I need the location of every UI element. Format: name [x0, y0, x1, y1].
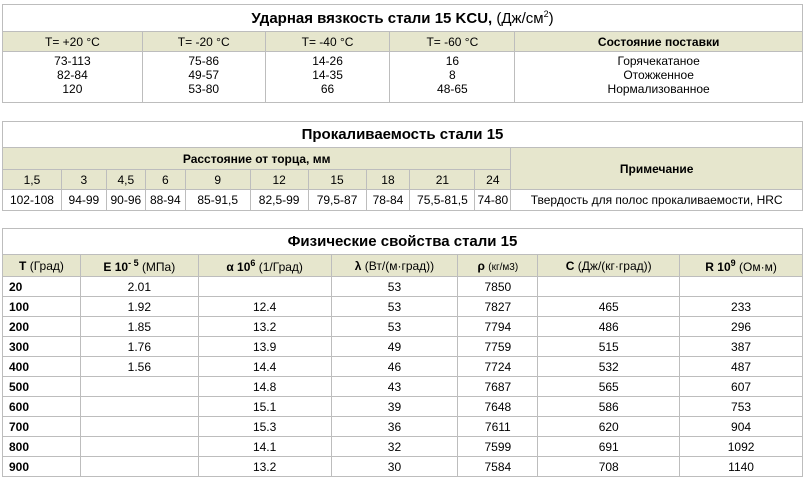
distance-cell: 1,5	[3, 170, 62, 190]
table-row	[3, 337, 803, 357]
modulus-cell	[80, 397, 198, 417]
hardness-cell: 85-91,5	[185, 190, 250, 211]
temperature-cell: 400	[3, 357, 81, 377]
modulus-cell	[80, 457, 198, 477]
expansion-cell: 13.9	[198, 337, 331, 357]
col-header-lambda: λ (Вт/(м·град))	[331, 255, 458, 277]
heat-capacity-cell	[538, 277, 680, 297]
heat-capacity-cell: 586	[538, 397, 680, 417]
expansion-cell: 14.1	[198, 437, 331, 457]
expansion-cell: 14.4	[198, 357, 331, 377]
table-row	[3, 277, 803, 297]
impact-cell: 75-86 49-57 53-80	[142, 52, 265, 103]
temperature-cell: 20	[3, 277, 81, 297]
hardness-cell: 90-96	[106, 190, 145, 211]
conductivity-cell: 46	[331, 357, 458, 377]
conductivity-cell: 30	[331, 457, 458, 477]
temperature-cell: 600	[3, 397, 81, 417]
modulus-cell: 1.85	[80, 317, 198, 337]
heat-capacity-cell: 708	[538, 457, 680, 477]
density-cell: 7794	[458, 317, 538, 337]
modulus-cell: 1.76	[80, 337, 198, 357]
col-header-r: R $10^9$ (Ом·м)	[680, 255, 803, 277]
modulus-cell	[80, 417, 198, 437]
density-cell: 7584	[458, 457, 538, 477]
modulus-cell	[80, 437, 198, 457]
hardenability-table	[2, 121, 803, 211]
temperature-cell: 100	[3, 297, 81, 317]
expansion-cell: 14.8	[198, 377, 331, 397]
hardness-cell: 102-108	[3, 190, 62, 211]
conductivity-cell: 53	[331, 297, 458, 317]
hardness-cell: 94-99	[61, 190, 106, 211]
distance-header: Расстояние от торца, мм	[3, 148, 511, 170]
impact-header-state: Состояние поставки	[515, 32, 803, 52]
density-cell: 7611	[458, 417, 538, 437]
impact-title: Ударная вязкость стали 15 KCU, $(Дж/см^2)$	[3, 5, 803, 32]
impact-cell: Горячекатаное Отожженное Нормализованное	[515, 52, 803, 103]
conductivity-cell: 53	[331, 277, 458, 297]
table-row	[3, 417, 803, 437]
modulus-cell	[80, 377, 198, 397]
impact-header-t20: T= +20 °C	[3, 32, 143, 52]
resistivity-cell: 296	[680, 317, 803, 337]
hardness-cell: 74-80	[475, 190, 511, 211]
expansion-cell: 13.2	[198, 317, 331, 337]
heat-capacity-cell: 486	[538, 317, 680, 337]
physical-table	[2, 228, 803, 477]
physical-table-body	[3, 277, 803, 477]
density-cell: 7648	[458, 397, 538, 417]
expansion-cell: 12.4	[198, 297, 331, 317]
heat-capacity-cell: 465	[538, 297, 680, 317]
hardness-cell: 78-84	[366, 190, 410, 211]
density-cell: 7759	[458, 337, 538, 357]
impact-cell: 73-113 82-84 120	[3, 52, 143, 103]
resistivity-cell: 1140	[680, 457, 803, 477]
table-row	[3, 437, 803, 457]
resistivity-cell: 753	[680, 397, 803, 417]
resistivity-cell: 1092	[680, 437, 803, 457]
density-cell: 7724	[458, 357, 538, 377]
note-header: Примечание	[511, 148, 803, 190]
hardness-cell: 82,5-99	[250, 190, 308, 211]
expansion-cell: 15.3	[198, 417, 331, 437]
density-cell: 7599	[458, 437, 538, 457]
note-cell: Твердость для полос прокаливаемости, HRC	[511, 190, 803, 211]
conductivity-cell: 39	[331, 397, 458, 417]
heat-capacity-cell: 515	[538, 337, 680, 357]
resistivity-cell: 387	[680, 337, 803, 357]
expansion-cell: 13.2	[198, 457, 331, 477]
resistivity-cell: 607	[680, 377, 803, 397]
conductivity-cell: 43	[331, 377, 458, 397]
hardness-cell: 75,5-81,5	[410, 190, 475, 211]
conductivity-cell: 49	[331, 337, 458, 357]
density-cell: 7850	[458, 277, 538, 297]
temperature-cell: 900	[3, 457, 81, 477]
distance-cell: 12	[250, 170, 308, 190]
heat-capacity-cell: 532	[538, 357, 680, 377]
heat-capacity-cell: 565	[538, 377, 680, 397]
col-header-t: T (Град)	[3, 255, 81, 277]
table-row	[3, 377, 803, 397]
modulus-cell: 1.56	[80, 357, 198, 377]
distance-cell: 18	[366, 170, 410, 190]
distance-cell: 9	[185, 170, 250, 190]
impact-header-tm40: T= -40 °C	[265, 32, 390, 52]
density-cell: 7687	[458, 377, 538, 397]
distance-cell: 4,5	[106, 170, 145, 190]
distance-cell: 15	[308, 170, 366, 190]
distance-cell: 24	[475, 170, 511, 190]
heat-capacity-cell: 691	[538, 437, 680, 457]
col-header-alpha: α $10^6$ (1/Град)	[198, 255, 331, 277]
conductivity-cell: 36	[331, 417, 458, 437]
temperature-cell: 500	[3, 377, 81, 397]
resistivity-cell: 487	[680, 357, 803, 377]
physical-title: Физические свойства стали 15	[3, 229, 803, 255]
hardenability-title: Прокаливаемость стали 15	[3, 122, 803, 148]
col-header-c: C (Дж/(кг·град))	[538, 255, 680, 277]
temperature-cell: 700	[3, 417, 81, 437]
distance-cell: 21	[410, 170, 475, 190]
table-row	[3, 457, 803, 477]
impact-header-tm60: T= -60 °C	[390, 32, 515, 52]
distance-cell: 3	[61, 170, 106, 190]
conductivity-cell: 53	[331, 317, 458, 337]
density-cell: 7827	[458, 297, 538, 317]
resistivity-cell	[680, 277, 803, 297]
col-header-rho: ρ (кг/м3)	[458, 255, 538, 277]
temperature-cell: 200	[3, 317, 81, 337]
table-row	[3, 297, 803, 317]
expansion-cell: 15.1	[198, 397, 331, 417]
resistivity-cell: 904	[680, 417, 803, 437]
col-header-e: E $10^{- 5}$ (МПа)	[80, 255, 198, 277]
modulus-cell: 1.92	[80, 297, 198, 317]
impact-cell: 14-26 14-35 66	[265, 52, 390, 103]
table-row	[3, 357, 803, 377]
impact-cell: 16 8 48-65	[390, 52, 515, 103]
expansion-cell	[198, 277, 331, 297]
heat-capacity-cell: 620	[538, 417, 680, 437]
table-row	[3, 317, 803, 337]
distance-cell: 6	[145, 170, 185, 190]
conductivity-cell: 32	[331, 437, 458, 457]
table-row	[3, 397, 803, 417]
impact-header-tm20: T= -20 °C	[142, 32, 265, 52]
hardness-cell: 88-94	[145, 190, 185, 211]
impact-table	[2, 4, 803, 103]
temperature-cell: 300	[3, 337, 81, 357]
hardness-cell: 79,5-87	[308, 190, 366, 211]
modulus-cell: 2.01	[80, 277, 198, 297]
resistivity-cell: 233	[680, 297, 803, 317]
temperature-cell: 800	[3, 437, 81, 457]
